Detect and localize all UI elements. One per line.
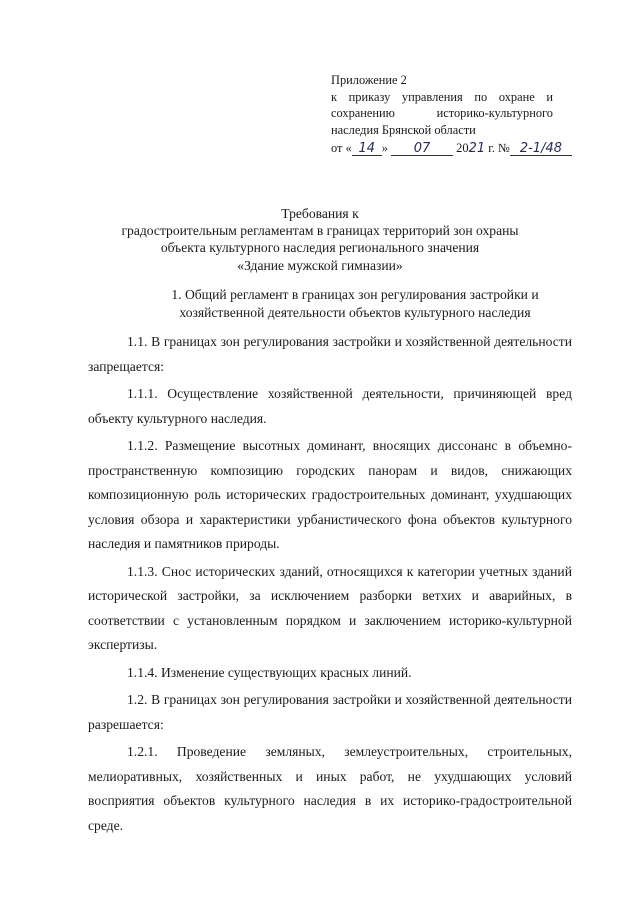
- title-line-3: объекта культурного наследия регионального значения: [160, 240, 480, 256]
- paragraph-1-1-1: 1.1.1. Осуществление хозяйственной деятельности, причиняющей вред объекту культурного наследия.: [88, 386, 572, 426]
- order-year-handwritten: 21: [468, 141, 486, 156]
- document-title: [100, 205, 540, 274]
- order-number-handwritten: 2-1/48: [510, 142, 572, 156]
- appendix-number: Приложение 2: [331, 73, 407, 87]
- order-prefix: от «: [331, 141, 352, 155]
- paragraph-1-1-4: 1.1.4. Изменение существующих красных линий.: [127, 664, 412, 680]
- section-heading-line-1: 1. Общий регламент в границах зон регулирования застройки и: [171, 287, 539, 302]
- document-body: [88, 330, 572, 841]
- appendix-line-3: сохранению историко-культурного: [331, 106, 553, 120]
- order-quote-close: »: [381, 141, 388, 155]
- order-year-tail: г. №: [485, 141, 510, 155]
- section-heading: [150, 286, 560, 321]
- order-date-number: [331, 141, 572, 156]
- appendix-line-4: наследия Брянской области: [331, 122, 476, 137]
- section-heading-line-2: хозяйственной деятельности объектов культурного наследия: [179, 304, 531, 320]
- title-line-1: Требования к: [281, 206, 359, 221]
- paragraph-1-1-3: 1.1.3. Снос исторических зданий, относящихся к категории учетных зданий исторической застройки, за исключением разборки ветхих и аварийных, в соответствии с установленным порядком и заключением историко-культурной экспертизы.: [88, 563, 572, 652]
- paragraph-1-2-1: 1.2.1. Проведение земляных, землеустроительных, строительных, мелиоративных, хозяйственных и иных работ, не ухудшающих условий восприятия объектов культурного наследия в их историко-градостроительной среде.: [88, 744, 572, 833]
- order-year-prefix: 20: [456, 141, 469, 155]
- appendix-header: [331, 72, 553, 138]
- title-line-4: «Здание мужской гимназии»: [237, 257, 403, 273]
- appendix-line-2: к приказу управления по охране и: [331, 89, 553, 104]
- paragraph-1-1-2: 1.1.2. Размещение высотных доминант, вносящих диссонанс в объемно-пространственную композицию городских панорам и видов, снижающих композиционную роль исторических градостроительных доминант, ухудшающих условия обзора и характеристики урбанистического фона объектов культурного наследия и памятников природы.: [88, 438, 572, 551]
- paragraph-1-2: 1.2. В границах зон регулирования застройки и хозяйственной деятельности разрешается:: [88, 692, 572, 732]
- paragraph-1-1: 1.1. В границах зон регулирования застройки и хозяйственной деятельности запрещается:: [88, 334, 572, 374]
- title-line-2: градостроительным регламентам в границах территорий зон охраны: [121, 223, 519, 239]
- order-day-handwritten: 14: [352, 142, 382, 156]
- order-month-handwritten: 07: [391, 142, 453, 156]
